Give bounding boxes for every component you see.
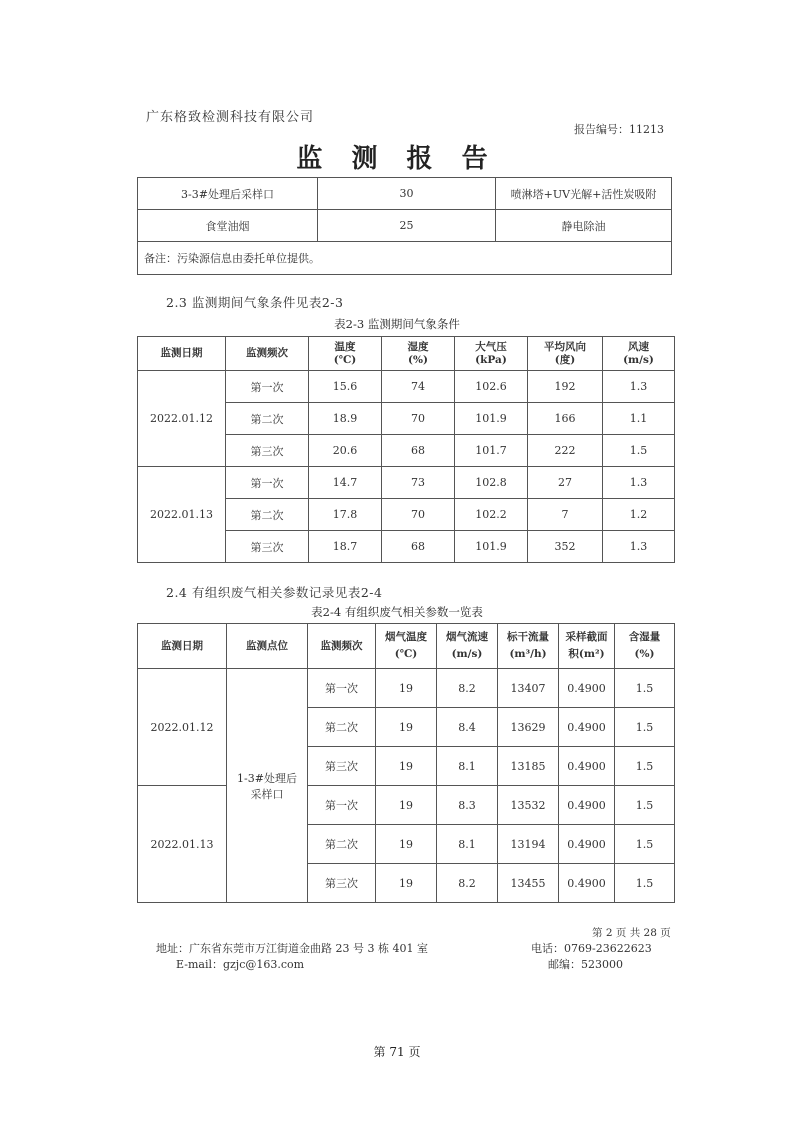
table-cell: 19 — [376, 825, 437, 864]
table-cell: 27 — [528, 467, 603, 499]
table-cell: 1.2 — [603, 499, 675, 531]
table-row — [138, 178, 672, 210]
monitoring-point-line: 1-3#处理后 — [237, 771, 297, 785]
table-cell: 18.9 — [309, 403, 382, 435]
table-cell: 第二次 — [226, 403, 309, 435]
column-header — [309, 337, 382, 371]
table-cell: 14.7 — [309, 467, 382, 499]
table-cell: 352 — [528, 531, 603, 563]
column-header-line: 标干流量 — [507, 631, 549, 643]
column-header — [455, 337, 528, 371]
table-cell: 第二次 — [308, 825, 376, 864]
table-cell: 喷淋塔+UV光解+活性炭吸附 — [496, 178, 672, 210]
table-cell: 0.4900 — [559, 864, 615, 903]
phone: 电话：0769-23622623 — [531, 942, 652, 955]
table-cell: 17.8 — [309, 499, 382, 531]
table-cell: 8.4 — [437, 708, 498, 747]
monitoring-point-line: 采样口 — [250, 787, 284, 801]
table-cell: 1.5 — [615, 825, 675, 864]
date-cell: 2022.01.13 — [138, 467, 226, 563]
table-cell: 19 — [376, 786, 437, 825]
table-cell: 15.6 — [309, 371, 382, 403]
report-number: 报告编号：11213 — [574, 123, 664, 136]
table-cell: 1.5 — [615, 669, 675, 708]
table-cell: 第一次 — [308, 669, 376, 708]
column-header-line: 监测频次 — [246, 347, 288, 359]
table-cell: 1.5 — [615, 708, 675, 747]
column-header-line: (m/s) — [451, 648, 483, 660]
table-cell: 222 — [528, 435, 603, 467]
column-header — [226, 337, 309, 371]
weather-table — [137, 336, 675, 563]
table-cell: 8.3 — [437, 786, 498, 825]
table-cell: 166 — [528, 403, 603, 435]
column-header-line: 监测日期 — [161, 639, 203, 652]
table-cell: 74 — [382, 371, 455, 403]
table-cell: 101.9 — [455, 403, 528, 435]
table-cell: 13407 — [498, 669, 559, 708]
table-row — [138, 210, 672, 242]
table-cell: 8.1 — [437, 825, 498, 864]
table-2-3-caption: 表2-3 监测期间气象条件 — [334, 317, 460, 331]
pollution-source-table — [137, 177, 672, 275]
table-cell: 1.3 — [603, 531, 675, 563]
table-cell: 68 — [382, 531, 455, 563]
column-header-line: (m/s) — [623, 353, 654, 366]
table-cell: 第一次 — [226, 371, 309, 403]
date-cell: 2022.01.12 — [138, 669, 227, 786]
email: E-mail：gzjc@163.com — [176, 958, 305, 971]
table-cell: 19 — [376, 864, 437, 903]
column-header — [227, 624, 308, 669]
table-cell: 102.8 — [455, 467, 528, 499]
table-cell: 13194 — [498, 825, 559, 864]
company-name: 广东格致检测科技有限公司 — [146, 110, 315, 125]
date-cell: 2022.01.12 — [138, 371, 226, 467]
table-cell: 第一次 — [308, 786, 376, 825]
address: 地址：广东省东莞市万江街道金曲路 23 号 3 栋 401 室 — [156, 942, 428, 955]
table-cell: 1.1 — [603, 403, 675, 435]
table-cell: 静电除油 — [496, 210, 672, 242]
table-cell: 13532 — [498, 786, 559, 825]
column-header-line: 含湿量 — [628, 631, 661, 643]
table-cell: 73 — [382, 467, 455, 499]
table-cell: 第二次 — [226, 499, 309, 531]
table-cell: 19 — [376, 747, 437, 786]
column-header — [615, 624, 675, 669]
table-cell: 第一次 — [226, 467, 309, 499]
table-cell: 13185 — [498, 747, 559, 786]
table-row — [138, 467, 675, 499]
table-cell: 8.1 — [437, 747, 498, 786]
table-cell: 68 — [382, 435, 455, 467]
table-cell: 19 — [376, 708, 437, 747]
table-cell: 1.3 — [603, 371, 675, 403]
column-header-line: 采样截面 — [565, 631, 608, 643]
column-header-line: (℃) — [333, 353, 357, 366]
column-header-line: 大气压 — [475, 340, 507, 353]
section-2-3-heading: 2.3 监测期间气象条件见表2-3 — [166, 295, 344, 310]
table-cell: 18.7 — [309, 531, 382, 563]
table-cell: 0.4900 — [559, 669, 615, 708]
table-cell: 25 — [318, 210, 496, 242]
column-header — [138, 337, 226, 371]
document-page-number: 第 71 页 — [373, 1045, 421, 1059]
table-cell: 13455 — [498, 864, 559, 903]
column-header-line: 监测频次 — [320, 639, 363, 652]
column-header-line: 湿度 — [407, 340, 429, 353]
column-header-line: (%) — [408, 353, 428, 366]
monitoring-point-cell — [227, 669, 308, 903]
column-header — [437, 624, 498, 669]
column-header — [603, 337, 675, 371]
column-header-line: 烟气温度 — [385, 631, 427, 643]
column-header-line: 监测日期 — [160, 347, 203, 359]
table-cell: 70 — [382, 403, 455, 435]
table-cell: 13629 — [498, 708, 559, 747]
table-cell: 食堂油烟 — [138, 210, 318, 242]
column-header-line: 监测点位 — [246, 639, 288, 652]
table-cell: 0.4900 — [559, 747, 615, 786]
table-cell: 0.4900 — [559, 786, 615, 825]
column-header — [376, 624, 437, 669]
column-header-line: 烟气流速 — [446, 631, 488, 643]
column-header-line: 平均风向 — [544, 340, 586, 353]
table-cell: 1.3 — [603, 467, 675, 499]
column-header-line: 温度 — [334, 340, 356, 353]
table-cell: 101.7 — [455, 435, 528, 467]
column-header-line: (度) — [554, 353, 576, 366]
table-cell: 1.5 — [615, 864, 675, 903]
table-cell: 102.2 — [455, 499, 528, 531]
report-page-info: 第 2 页 共 28 页 — [592, 927, 671, 939]
table-cell: 1.5 — [615, 786, 675, 825]
table-cell: 第三次 — [226, 435, 309, 467]
column-header — [559, 624, 615, 669]
table-cell: 30 — [318, 178, 496, 210]
table-cell: 0.4900 — [559, 825, 615, 864]
table-row — [138, 786, 675, 825]
column-header — [498, 624, 559, 669]
table-cell: 7 — [528, 499, 603, 531]
table-cell: 第三次 — [308, 864, 376, 903]
column-header-line: (m³/h) — [509, 648, 547, 660]
table-cell: 0.4900 — [559, 708, 615, 747]
table-cell: 102.6 — [455, 371, 528, 403]
table-cell: 第二次 — [308, 708, 376, 747]
table-cell: 3-3#处理后采样口 — [138, 178, 318, 210]
date-cell: 2022.01.13 — [138, 786, 227, 903]
table-cell: 70 — [382, 499, 455, 531]
table-cell: 1.5 — [615, 747, 675, 786]
column-header-line: (℃) — [394, 648, 418, 660]
table-2-4-caption: 表2-4 有组织废气相关参数一览表 — [311, 605, 483, 619]
exhaust-gas-table — [137, 623, 675, 903]
table-cell: 8.2 — [437, 669, 498, 708]
column-header-line: 风速 — [628, 340, 649, 353]
table-cell: 20.6 — [309, 435, 382, 467]
column-header-line: (kPa) — [475, 353, 507, 366]
table-cell: 1.5 — [603, 435, 675, 467]
column-header — [528, 337, 603, 371]
table-row — [138, 242, 672, 275]
section-2-4-heading: 2.4 有组织废气相关参数记录见表2-4 — [166, 585, 383, 600]
table-cell: 19 — [376, 669, 437, 708]
table-row — [138, 371, 675, 403]
column-header — [308, 624, 376, 669]
report-title: 监 测 报 告 — [296, 144, 498, 174]
postal-code: 邮编：523000 — [548, 958, 623, 971]
table-cell: 101.9 — [455, 531, 528, 563]
column-header — [138, 624, 227, 669]
column-header-line: 积(m²) — [568, 648, 605, 660]
column-header-line: (%) — [634, 648, 655, 660]
table-cell: 192 — [528, 371, 603, 403]
table-row — [138, 669, 675, 708]
table-cell: 第三次 — [226, 531, 309, 563]
table-cell: 8.2 — [437, 864, 498, 903]
column-header — [382, 337, 455, 371]
table-note: 备注：污染源信息由委托单位提供。 — [138, 242, 672, 275]
table-cell: 第三次 — [308, 747, 376, 786]
